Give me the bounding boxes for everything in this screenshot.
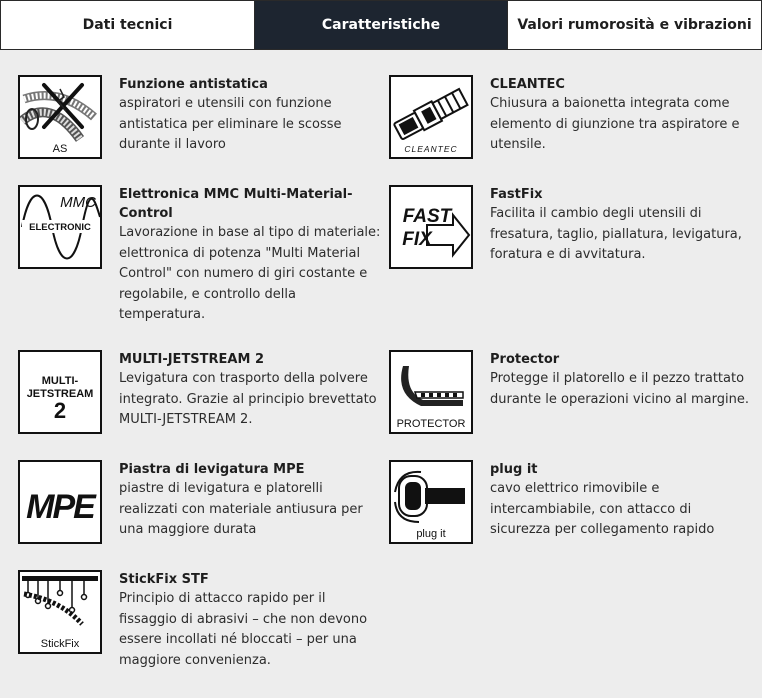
cleantec-icon (389, 75, 473, 159)
stickfix-icon-label: StickFix (40, 638, 80, 650)
mmc-icon-label: MMC (60, 194, 96, 211)
feature-fastfix (389, 185, 749, 269)
feature-title: StickFix STF (119, 572, 209, 587)
feature-description: Lavorazione in base al tipo di materiale: elettronica di potenza "Multi Material Control" con numero di giri costante e regolabile, e controllo della temperatura. (119, 225, 381, 322)
feature-description: piastre di levigatura e platorelli realizzati con materiale antiusura per una maggiore durata (119, 481, 363, 537)
feature-title: Elettronica MMC Multi-Material-Control (119, 187, 353, 221)
fastfix-icon-label: FAST (402, 206, 452, 227)
feature-multi-jetstream (18, 350, 378, 434)
cleantec-icon-label: CLEANTEC (404, 144, 458, 154)
jetstream-icon-label: MULTI- (41, 375, 79, 387)
feature-title: Funzione antistatica (119, 77, 268, 92)
tab-dati-tecnici[interactable]: Dati tecnici (1, 1, 255, 49)
feature-description: aspiratori e utensili con funzione antistatica per eliminare le scosse durante il lavoro (119, 96, 342, 152)
feature-title: CLEANTEC (490, 77, 565, 92)
feature-mpe (18, 460, 378, 544)
jetstream-icon-number: 2 (53, 398, 67, 423)
antistatic-icon (18, 75, 102, 159)
mpe-icon-label: MPE (26, 488, 94, 526)
feature-description: Principio di attacco rapido per il fissaggio di abrasivi – che non devono essere incollati né bloccati – per una maggiore convenienza. (119, 591, 368, 668)
protector-icon (389, 350, 473, 434)
feature-description: Chiusura a baionetta integrata come elemento di giunzione tra aspiratore e utensile. (490, 96, 740, 152)
feature-title: Piastra di levigatura MPE (119, 462, 305, 477)
antistatic-icon-label: AS (52, 143, 68, 155)
multi-jetstream-icon (18, 350, 102, 434)
feature-protector (389, 350, 749, 434)
plug-it-icon (389, 460, 473, 544)
mpe-icon (18, 460, 102, 544)
jetstream-icon-sublabel: JETSTREAM (26, 388, 94, 400)
feature-title: MULTI-JETSTREAM 2 (119, 352, 264, 367)
feature-title: Protector (490, 352, 560, 367)
fastfix-icon-sublabel: FIX (402, 229, 432, 250)
feature-mmc (18, 185, 381, 325)
stickfix-icon (18, 570, 102, 654)
mmc-icon-sublabel: ELECTRONIC (29, 222, 91, 233)
feature-stickfix (18, 570, 378, 674)
feature-cleantec (389, 75, 749, 159)
feature-antistatica (18, 75, 378, 159)
feature-description: Facilita il cambio degli utensili di fresatura, taglio, piallatura, levigatura, foratura e di avvitatura. (490, 206, 742, 262)
feature-title: FastFix (490, 187, 543, 202)
tab-bar (0, 0, 762, 50)
protector-icon-label: PROTECTOR (396, 418, 466, 430)
feature-description: Levigatura con trasporto della polvere integrato. Grazie al principio brevettato MULTI-JETSTREAM 2. (119, 371, 377, 427)
mmc-electronic-icon (18, 185, 102, 269)
plug-it-icon-label: plug it (416, 528, 446, 540)
feature-description: Protegge il platorello e il pezzo trattato durante le operazioni vicino al margine. (490, 371, 749, 407)
feature-title: plug it (490, 462, 538, 477)
feature-plug-it (389, 460, 749, 544)
fastfix-icon (389, 185, 473, 269)
tab-caratteristiche[interactable]: Caratteristiche (255, 1, 508, 49)
feature-description: cavo elettrico rimovibile e intercambiabile, con attacco di sicurezza per collegamento rapido (490, 481, 715, 537)
tab-valori-rumorosita[interactable]: Valori rumorosità e vibrazioni (517, 17, 752, 33)
